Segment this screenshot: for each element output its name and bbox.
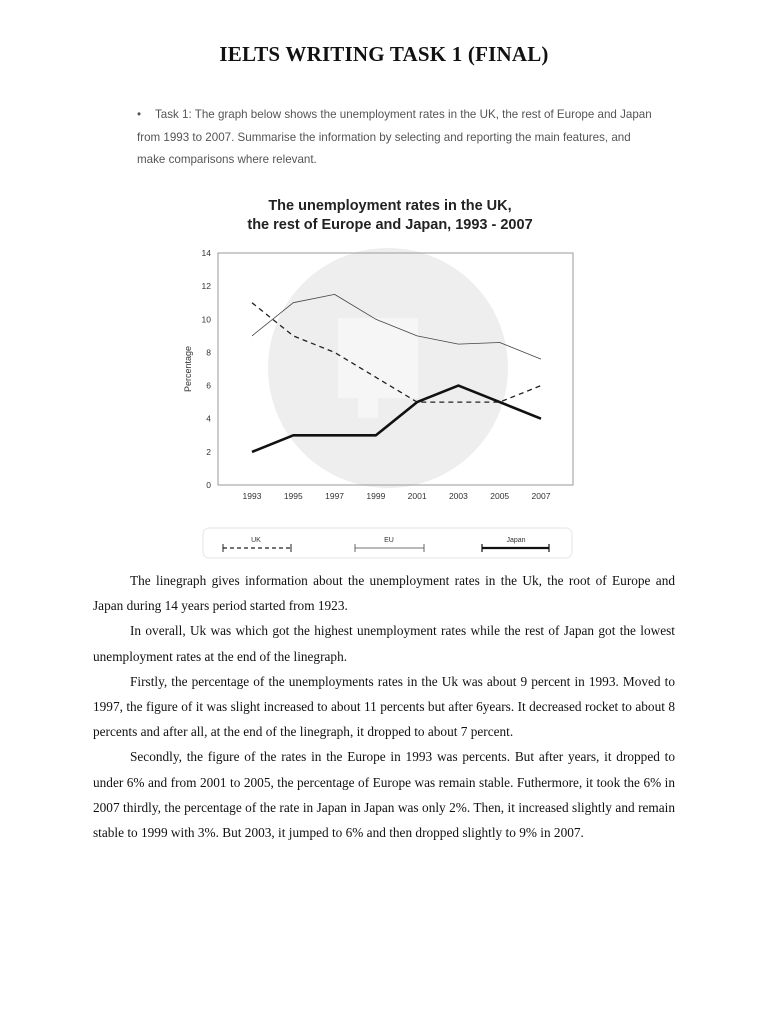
y-tick-label: 12 xyxy=(201,281,211,292)
y-tick-label: 2 xyxy=(206,446,211,457)
y-axis-label: Percentage xyxy=(183,345,193,393)
y-tick-label: 4 xyxy=(206,413,211,424)
x-tick-label: 1993 xyxy=(242,491,262,501)
x-tick-label: 2003 xyxy=(448,491,468,501)
x-tick-label: 1999 xyxy=(366,491,386,501)
x-tick-label: 1995 xyxy=(283,491,303,501)
legend-label-japan: Japan xyxy=(506,537,526,544)
y-tick-label: 14 xyxy=(201,248,211,258)
y-tick-label: 10 xyxy=(201,314,211,325)
y-tick-label: 6 xyxy=(206,380,211,391)
x-tick-label: 2005 xyxy=(490,491,510,501)
chart-subtitle: the rest of Europe and Japan, 1993 - 2007 xyxy=(247,217,533,233)
essay-paragraph-2: In overall, Uk was which got the highest unemployment rates while the rest of Japan got the lowest unemployment rates at the end of the linegraph. xyxy=(93,623,675,664)
essay-paragraph-1: The linegraph gives information about the unemployment rates in the Uk, the root of Europe and Japan during 14 years period started from 1923. xyxy=(93,573,675,614)
x-tick-label: 1997 xyxy=(325,491,345,501)
essay-paragraph-4: Secondly, the figure of the rates in the Europe in 1993 was percents. But after years, it dropped to under 6% and from 2001 to 2005, the percentage of Europe was remain stable. Futhermore, it took the 6% in 2007 thirdly, the percentage of the rate in Japan in Japan was only 2%. Then, it increased slightly and remain stable to 1999 with 3%. But 2003, it jumped to 6% and then dropped slightly to 9% in 2007. xyxy=(93,749,675,841)
x-tick-label: 2001 xyxy=(407,491,427,501)
y-tick-label: 8 xyxy=(206,347,211,358)
bullet-marker: • xyxy=(137,108,142,121)
x-axis-ticks xyxy=(243,491,551,501)
y-axis-ticks xyxy=(202,248,212,490)
legend-label-eu: EU xyxy=(384,537,394,544)
legend-label-uk: UK xyxy=(251,537,261,544)
y-tick-label: 0 xyxy=(206,480,211,490)
document-title: IELTS WRITING TASK 1 (FINAL) xyxy=(219,42,549,66)
essay-paragraph-3: Firstly, the percentage of the unemployments rates in the Uk was about 9 percent in 1993. Moved to 1997, the figure of it was slight increased to about 11 percents but after 6years. It decreased rocket to about 8 percents and after all, at the end of the linegraph, it dropped to about 7 percent. xyxy=(93,673,675,740)
chart-title: The unemployment rates in the UK, xyxy=(268,198,512,214)
task-text: Task 1: The graph below shows the unemployment rates in the UK, the rest of Europe and Japan from 1993 to 2007. Summarise the information by selecting and reporting the main features, and make comparisons where relevant. xyxy=(137,108,652,166)
essay-body xyxy=(93,568,675,845)
x-tick-label: 2007 xyxy=(531,491,551,501)
